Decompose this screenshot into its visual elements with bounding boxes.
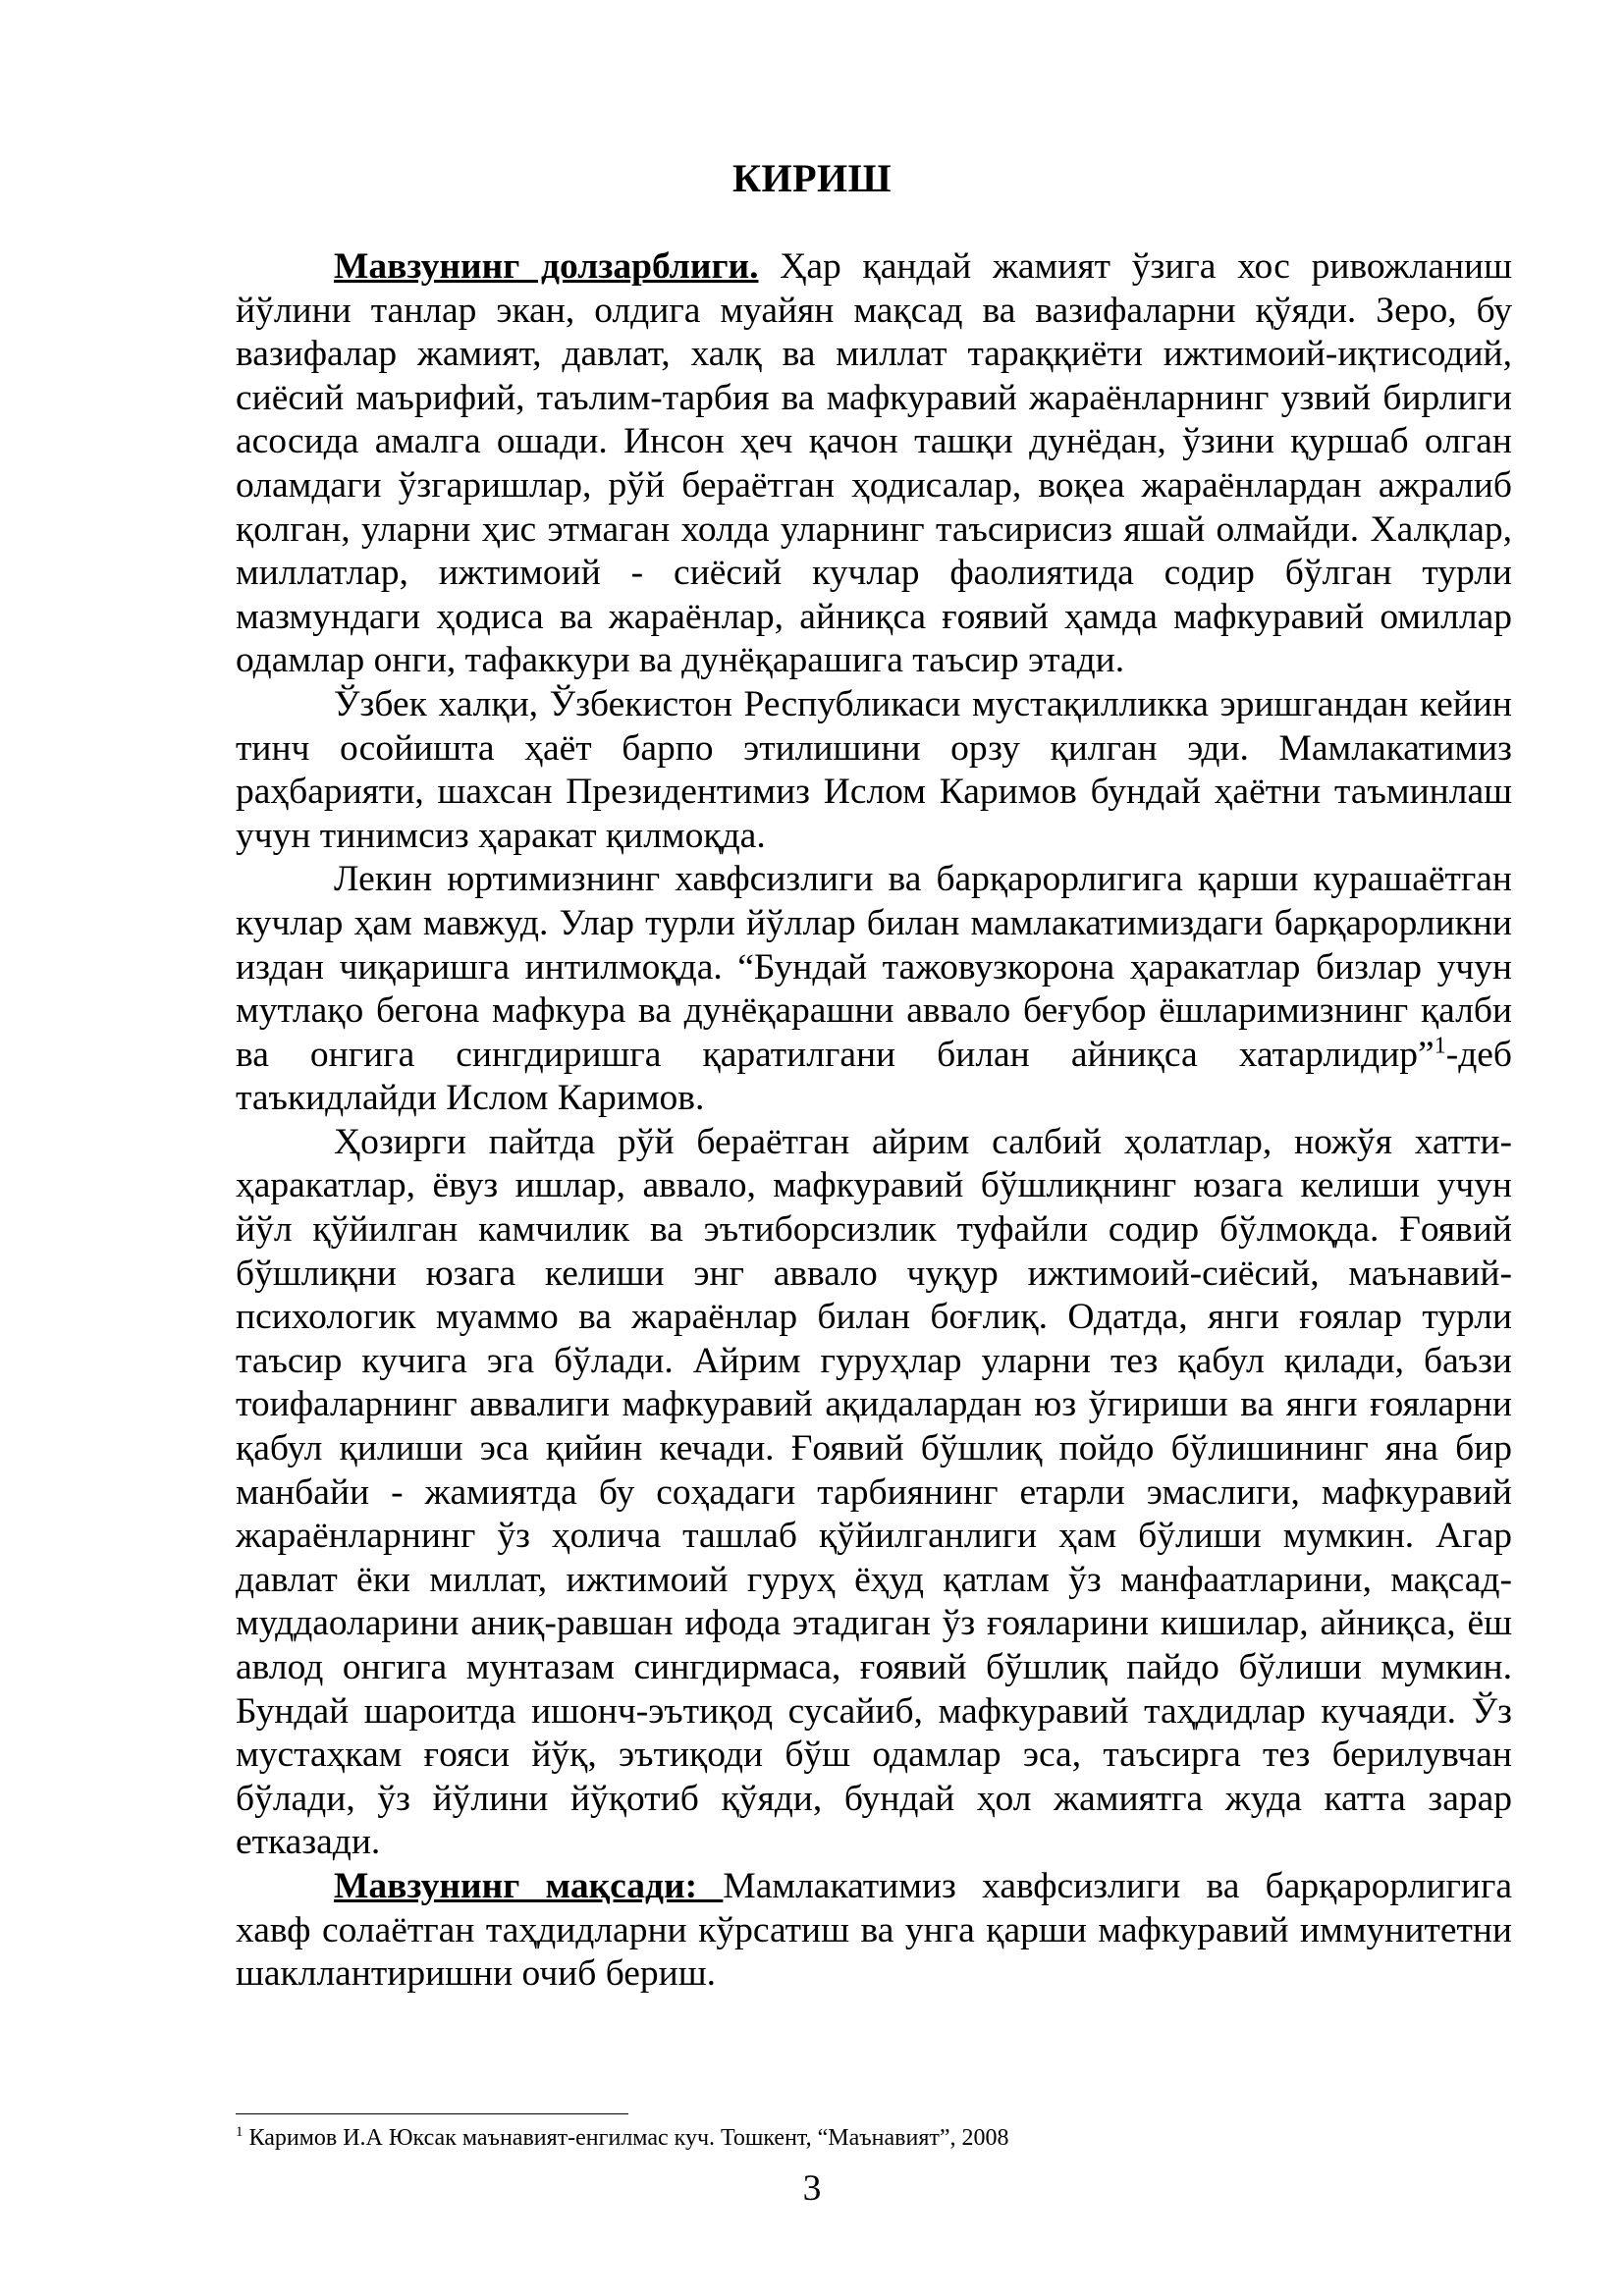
page-number: 3 (802, 2168, 822, 2209)
paragraph-relevance (236, 245, 1512, 683)
paragraph-purpose (236, 1865, 1512, 1997)
threats-text: Лекин юртимизнинг хавфсизлиги ва барқарорлигига қарши курашаётган кучлар ҳам мавжуд. Улар турли йўллар билан мамлакатимиздаги барқарорликни издан чиқаришга интилмоқда. “Бундай тажовузкорона ҳаракатлар бизлар учун мутлақо бегона мафкура ва дунёқарашни аввало беғубор ёшларимизнинг қалби ва онгига сингдиришга қаратилгани билан айниқса хатарлидир” (236, 859, 1512, 1075)
footnote-marker: 1 (236, 2124, 244, 2140)
relevance-lead: Мавзунинг долзарблиги. (334, 246, 759, 287)
footnote-text: Каримов И.А Юксак маънавият-енгилмас куч. Тошкент, “Маънавият”, 2008 (243, 2125, 1009, 2151)
paragraph-uzbek-people: Ўзбек халқи, Ўзбекистон Республикаси мустақилликка эришгандан кейин тинч осойишта ҳаёт барпо этилишини орзу қилган эди. Мамлакатимиз раҳбарияти, шахсан Президентимиз Ислом Каримов бундай ҳаётни таъминлаш учун тинимсиз ҳаракат қилмоқда. (236, 683, 1512, 856)
purpose-lead: Мавзунинг мақсади: (334, 1865, 724, 1906)
footnote (236, 2123, 1512, 2153)
footnote-divider (236, 2113, 628, 2114)
body-text (236, 245, 1512, 1997)
relevance-text: Ҳар қандай жамият ўзига хос ривожланиш йўлини танлар экан, олдига муайян мақсад ва вазифаларни қўяди. Зеро, бу вазифалар жамият, давлат, халқ ва миллат тараққиёти ижтимоий-иқтисодий, сиёсий маърифий, таълим-тарбия ва мафкуравий жараёнларнинг узвий бирлиги асосида амалга ошади. Инсон ҳеч қачон ташқи дунёдан, ўзини қуршаб олган оламдаги ўзгаришлар, рўй бераётган ҳодисалар, воқеа жараёнлардан ажралиб қолган, уларни ҳис этмаган холда уларнинг таъсирисиз яшай олмайди. Халқлар, миллатлар, ижтимоий - сиёсий кучлар фаолиятида содир бўлган турли мазмундаги ҳодиса ва жараёнлар, айниқса ғоявий ҳамда мафкуравий омиллар одамлар онги, тафаккури ва дунёқарашига таъсир этади. (236, 246, 1513, 681)
paragraph-threats (236, 858, 1512, 1121)
paragraph-ideological-void: Ҳозирги пайтда рўй бераётган айрим салбий ҳолатлар, ножўя хатти-ҳаракатлар, ёвуз ишлар, аввало, мафкуравий бўшлиқнинг юзага келиши учун йўл қўйилган камчилик ва эътиборсизлик туфайли содир бўлмоқда. Ғоявий бўшлиқни юзага келиши энг аввало чуқур ижтимоий-сиёсий, маънавий-психологик муаммо ва жараёнлар билан боғлиқ. Одатда, янги ғоялар турли таъсир кучига эга бўлади. Айрим гуруҳлар уларни тез қабул қилади, баъзи тоифаларнинг аввалиги мафкуравий ақидалардан юз ўгириши ва янги ғояларни қабул қилиши эса қийин кечади. Ғоявий бўшлиқ пойдо бўлишининг яна бир манбайи - жамиятда бу соҳадаги тарбиянинг етарли эмаслиги, мафкуравий жараёнларнинг ўз ҳолича ташлаб қўйилганлиги ҳам бўлиши мумкин. Агар давлат ёки миллат, ижтимоий гуруҳ ёҳуд қатлам ўз манфаатларини, мақсад-муддаоларини аниқ-равшан ифода этадиган ўз ғояларини кишилар, айниқса, ёш авлод онгига мунтазам сингдирмаса, ғоявий бўшлиқ пайдо бўлиши мумкин. Бундай шароитда ишонч-эътиқод сусайиб, мафкуравий таҳдидлар кучаяди. Ўз мустаҳкам ғояси йўқ, эътиқоди бўш одамлар эса, таъсирга тез берилувчан бўлади, ўз йўлини йўқотиб қўяди, бундай ҳол жамиятга жуда катта зарар етказади. (236, 1121, 1512, 1863)
section-heading: КИРИШ (731, 156, 893, 200)
threats-text-end: -деб таъкидлайди Ислом Каримов. (236, 1034, 1512, 1119)
footnote-reference[interactable]: 1 (1434, 1033, 1446, 1059)
purpose-text: Мамлакатимиз хавфсизлиги ва барқарорлигига хавф солаётган таҳдидларни кўрсатиш ва унга қарши мафкуравий иммунитетни шакллантиришни очиб бериш. (236, 1865, 1513, 1995)
